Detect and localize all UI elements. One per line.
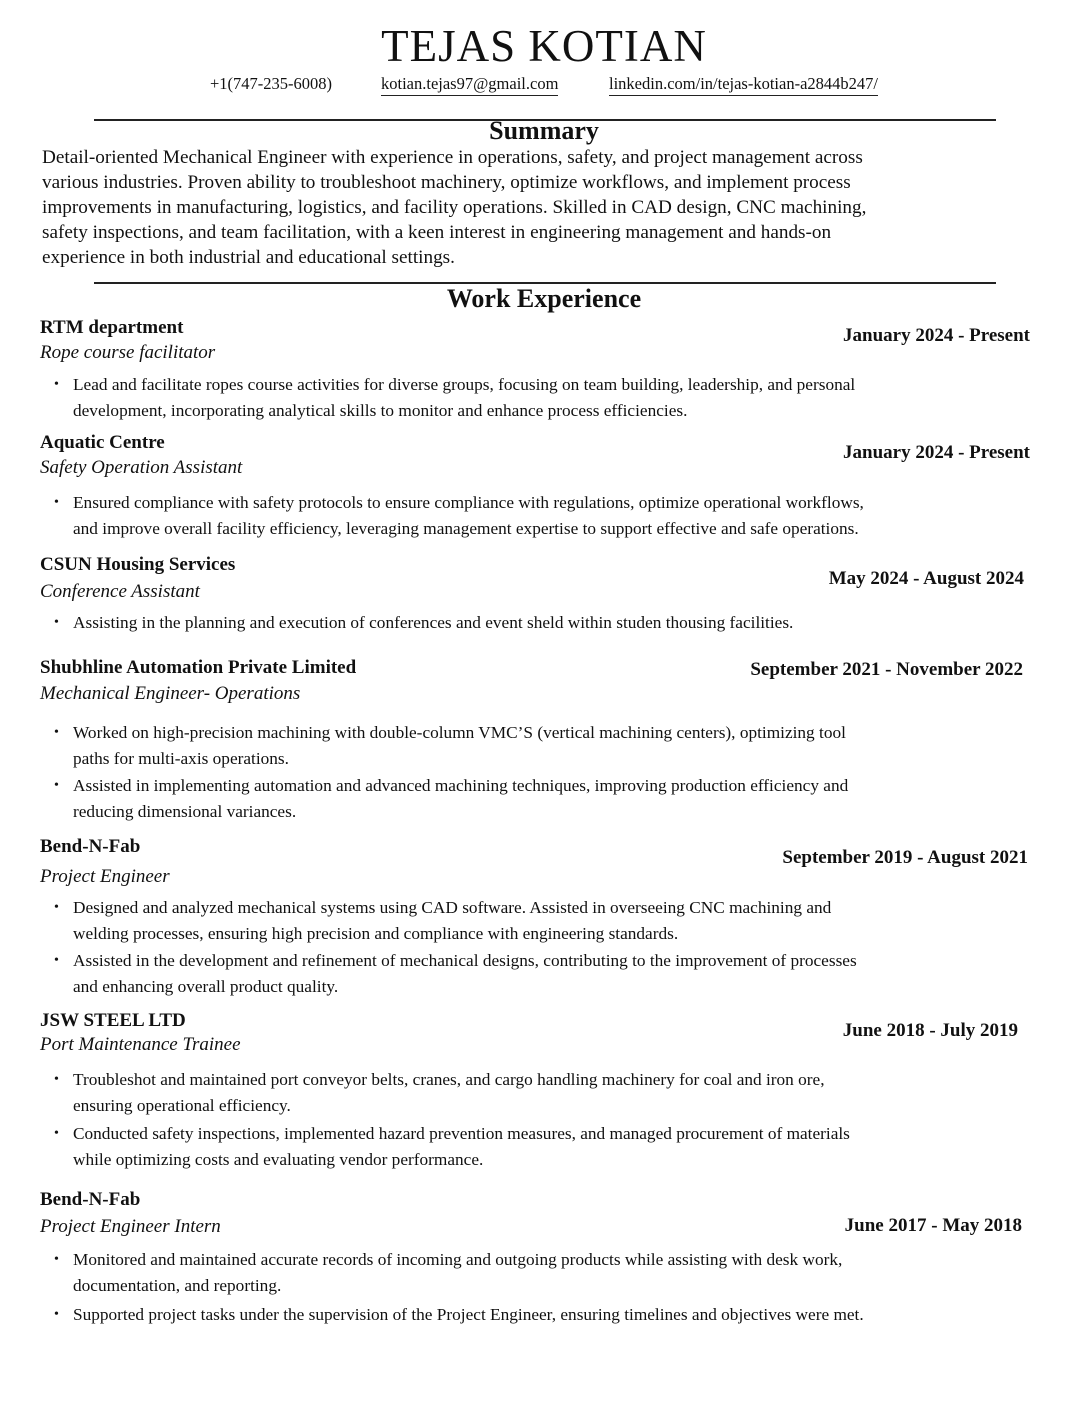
job-dates: May 2024 - August 2024 <box>828 568 1024 589</box>
job-role: Port Maintenance Trainee <box>40 1034 241 1055</box>
bullet-line: Troubleshot and maintained port conveyor belts, cranes, and cargo handling machinery for coal and iron ore, <box>73 1070 825 1089</box>
bullet-line: Assisting in the planning and execution of conferences and event sheld within studen thousing facilities. <box>73 613 794 632</box>
job-company: Aquatic Centre <box>40 432 165 453</box>
job-company: RTM department <box>40 317 184 338</box>
bullet-line: Monitored and maintained accurate records of incoming and outgoing products while assisting with desk work, <box>73 1250 843 1269</box>
bullet-line: while optimizing costs and evaluating vendor performance. <box>73 1150 484 1169</box>
work-experience-heading: Work Experience <box>446 284 642 313</box>
job-dates: January 2024 - Present <box>843 325 1030 346</box>
job-dates: January 2024 - Present <box>843 442 1030 463</box>
bullet-icon: • <box>54 900 59 915</box>
bullet-line: Lead and facilitate ropes course activities for diverse groups, focusing on team building, leadership, and personal <box>73 375 856 394</box>
linkedin-link[interactable] <box>609 74 878 94</box>
job-role: Rope course facilitator <box>40 342 216 363</box>
bullet-icon: • <box>54 1126 59 1141</box>
bullet-icon: • <box>54 615 59 630</box>
bullet-line: and enhancing overall product quality. <box>73 977 339 996</box>
summary-line: various industries. Proven ability to troubleshoot machinery, optimize workflows, and implement process <box>42 172 851 193</box>
job-role: Mechanical Engineer- Operations <box>40 683 301 704</box>
bullet-icon: • <box>54 1072 59 1087</box>
phone-number: +1(747-235-6008) <box>210 74 333 93</box>
bullet-icon: • <box>54 953 59 968</box>
bullet-line: welding processes, ensuring high precision and compliance with engineering standards. <box>73 924 679 943</box>
email-text[interactable]: kotian.tejas97@gmail.com <box>381 74 558 96</box>
bullet-icon: • <box>54 778 59 793</box>
summary-line: Detail-oriented Mechanical Engineer with experience in operations, safety, and project management across <box>42 147 863 168</box>
summary-line: experience in both industrial and educational settings. <box>42 247 455 268</box>
bullet-line: Conducted safety inspections, implemented hazard prevention measures, and managed procurement of materials <box>73 1124 850 1143</box>
job-company: CSUN Housing Services <box>40 554 236 575</box>
email-link[interactable] <box>381 74 558 94</box>
applicant-name: TEJAS KOTIAN <box>381 21 707 71</box>
linkedin-text[interactable]: linkedin.com/in/tejas-kotian-a2844b247/ <box>609 74 878 96</box>
job-company: JSW STEEL LTD <box>40 1010 186 1031</box>
bullet-line: development, incorporating analytical skills to monitor and enhance process efficiencies. <box>73 401 688 420</box>
bullet-icon: • <box>54 1307 59 1322</box>
summary-text <box>42 145 1052 270</box>
bullet-line: Supported project tasks under the supervision of the Project Engineer, ensuring timelines and objectives were met. <box>73 1305 864 1324</box>
job-role: Conference Assistant <box>40 581 200 602</box>
job-company: Bend-N-Fab <box>40 1189 141 1210</box>
job-dates: September 2021 - November 2022 <box>750 659 1023 680</box>
summary-heading: Summary <box>489 116 599 145</box>
bullet-line: Assisted in the development and refinement of mechanical designs, contributing to the improvement of processes <box>73 951 857 970</box>
job-dates: June 2018 - July 2019 <box>842 1020 1018 1041</box>
bullet-line: Designed and analyzed mechanical systems using CAD software. Assisted in overseeing CNC machining and <box>73 898 832 917</box>
job-dates: June 2017 - May 2018 <box>844 1215 1022 1236</box>
bullet-line: ensuring operational efficiency. <box>73 1096 291 1115</box>
job-role: Project Engineer <box>40 866 170 887</box>
bullet-line: reducing dimensional variances. <box>73 802 297 821</box>
bullet-line: and improve overall facility efficiency, leveraging management expertise to support effective and safe operations. <box>73 519 859 538</box>
bullet-line: Worked on high-precision machining with double-column VMC’S (vertical machining centers), optimizing tool <box>73 723 846 742</box>
bullet-icon: • <box>54 725 59 740</box>
job-role: Project Engineer Intern <box>40 1216 221 1237</box>
bullet-icon: • <box>54 1252 59 1267</box>
bullet-line: Ensured compliance with safety protocols to ensure compliance with regulations, optimize operational workflows, <box>73 493 864 512</box>
job-role: Safety Operation Assistant <box>40 457 243 478</box>
job-company: Shubhline Automation Private Limited <box>40 657 357 678</box>
bullet-icon: • <box>54 377 59 392</box>
bullet-icon: • <box>54 495 59 510</box>
bullet-line: Assisted in implementing automation and advanced machining techniques, improving production efficiency and <box>73 776 849 795</box>
job-company: Bend-N-Fab <box>40 836 141 857</box>
bullet-line: paths for multi-axis operations. <box>73 749 289 768</box>
bullet-line: documentation, and reporting. <box>73 1276 282 1295</box>
summary-line: improvements in manufacturing, logistics, and facility operations. Skilled in CAD design, CNC machining, <box>42 197 867 218</box>
summary-line: safety inspections, and team facilitation, with a keen interest in engineering management and hands-on <box>42 222 832 243</box>
job-dates: September 2019 - August 2021 <box>782 847 1028 868</box>
